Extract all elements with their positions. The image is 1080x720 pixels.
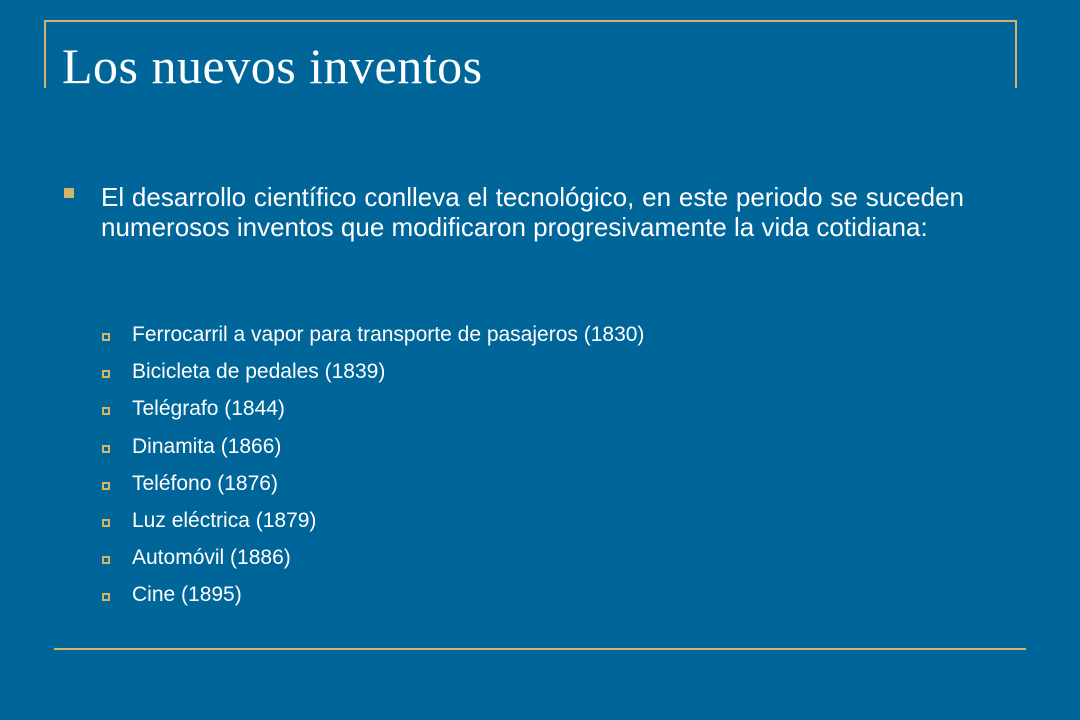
invention-label: Ferrocarril a vapor para transporte de pasajeros (1830) (132, 323, 645, 346)
hollow-square-bullet-icon (102, 407, 110, 415)
hollow-square-bullet-icon (102, 482, 110, 490)
invention-label: Cine (1895) (132, 583, 242, 607)
invention-label: Teléfono (1876) (132, 471, 278, 495)
hollow-square-bullet-icon (102, 556, 110, 564)
slide-title: Los nuevos inventos (62, 38, 483, 94)
invention-label: Dinamita (1866) (132, 434, 282, 458)
hollow-square-bullet-icon (102, 333, 110, 341)
hollow-square-bullet-icon (102, 593, 110, 601)
invention-label: Bicicleta de pedales (1839) (132, 360, 386, 384)
invention-label: Telégrafo (1844) (132, 397, 285, 421)
frame-right-line (1015, 20, 1017, 88)
main-bullet-text: El desarrollo científico conlleva el tecnológico, en este periodo se suceden numerosos inventos que modificaron progresivamente la vida cotidiana: (101, 182, 964, 242)
hollow-square-bullet-icon (102, 445, 110, 453)
square-bullet-icon (64, 188, 74, 198)
frame-bottom-line (54, 648, 1026, 650)
frame-left-line (44, 20, 46, 88)
hollow-square-bullet-icon (102, 519, 110, 527)
invention-label: Luz eléctrica (1879) (132, 508, 317, 532)
invention-label: Automóvil (1886) (132, 546, 291, 570)
main-bullet (64, 182, 964, 242)
frame-top-line (44, 20, 1017, 22)
hollow-square-bullet-icon (102, 370, 110, 378)
